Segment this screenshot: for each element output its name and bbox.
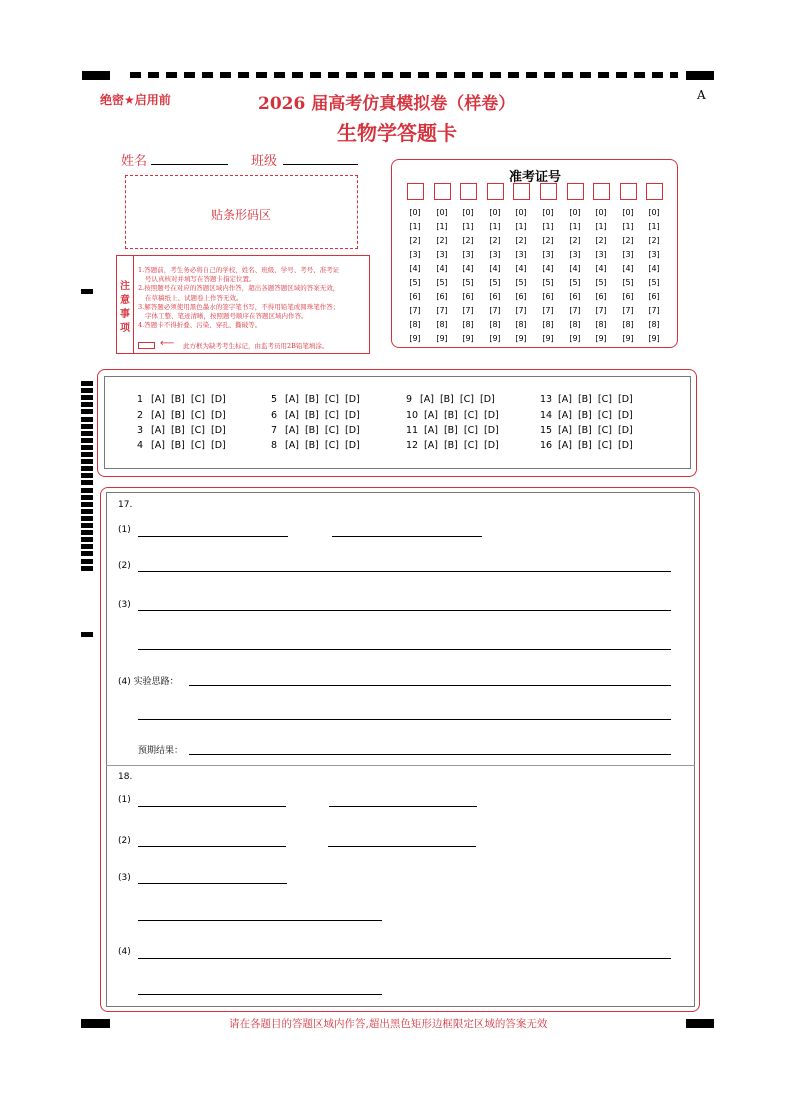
mc-options[interactable]: [A] [B] [C] [D] [151, 410, 226, 421]
side-mark [81, 452, 93, 457]
admission-digit-bubble[interactable]: [9] [622, 334, 634, 343]
admission-digit-bubble[interactable]: [8] [622, 320, 634, 329]
side-mark [81, 566, 93, 571]
admission-digit-column [433, 206, 451, 346]
admission-digit-bubble[interactable]: [6] [515, 292, 527, 301]
mc-question-number: 1 [137, 394, 144, 405]
admission-digit-bubble[interactable]: [1] [648, 222, 660, 231]
admission-digit-bubble[interactable]: [0] [489, 208, 501, 217]
mc-options[interactable]: [A] [B] [C] [D] [424, 410, 499, 421]
admission-digit-bubble[interactable]: [4] [569, 264, 581, 273]
side-mark [81, 409, 93, 414]
q18-part-4-label: (4) [118, 947, 131, 957]
admission-digit-bubble[interactable]: [7] [622, 306, 634, 315]
side-mark [81, 445, 93, 450]
admission-digit-bubble[interactable]: [4] [542, 264, 554, 273]
mc-question-number: 16 [540, 440, 553, 451]
q18-part-2-answer-b[interactable] [328, 846, 476, 847]
mc-question-number: 10 [406, 410, 419, 421]
mc-question-row [137, 394, 226, 405]
q18-part-2-label: (2) [118, 836, 131, 846]
q18-part-4-answer-2[interactable] [138, 994, 382, 995]
side-mark [81, 480, 93, 485]
arrow-left-icon: ⟵ [160, 338, 175, 349]
admission-digit-bubble[interactable]: [1] [436, 222, 448, 231]
q18-part-1-answer-b[interactable] [329, 806, 477, 807]
admission-digit-bubble[interactable]: [5] [648, 278, 660, 287]
admission-digit-bubble[interactable]: [4] [648, 264, 660, 273]
side-mark [81, 488, 93, 493]
admission-digit-box[interactable] [407, 183, 424, 200]
q17-part-4-label: (4) 实验思路： [118, 677, 179, 687]
admission-digit-bubble[interactable]: [8] [648, 320, 660, 329]
notes-heading-char: 意 [120, 295, 130, 306]
notes-line: 4.答题卡不得折叠、污染、穿孔、撕破等。 [138, 321, 262, 330]
admission-digit-bubble[interactable]: [8] [462, 320, 474, 329]
admission-digit-bubble[interactable]: [3] [409, 250, 421, 259]
admission-digit-bubble[interactable]: [6] [489, 292, 501, 301]
admission-digit-bubble[interactable]: [9] [436, 334, 448, 343]
admission-digit-bubble[interactable]: [0] [542, 208, 554, 217]
mc-options[interactable]: [A] [B] [C] [D] [285, 394, 360, 405]
mc-question-row [540, 440, 633, 451]
side-mark [81, 417, 93, 422]
admission-digit-column [619, 206, 637, 346]
admission-digit-bubble[interactable]: [3] [569, 250, 581, 259]
corner-mark-bottom-right [686, 1019, 714, 1028]
side-mark [81, 551, 93, 556]
admission-digit-bubble[interactable]: [9] [515, 334, 527, 343]
notes-line: 号认真核对并填写在答题卡指定位置。 [145, 275, 256, 284]
mc-options[interactable]: [A] [B] [C] [D] [558, 394, 633, 405]
admission-digit-bubble[interactable]: [4] [515, 264, 527, 273]
version-letter: A [697, 88, 706, 102]
mc-options[interactable]: [A] [B] [C] [D] [424, 440, 499, 451]
q17-experiment-idea-answer-2[interactable] [138, 719, 671, 720]
q17-part-1-answer-b[interactable] [332, 536, 482, 537]
admission-digit-bubble[interactable]: [4] [595, 264, 607, 273]
mc-question-number: 12 [406, 440, 419, 451]
admission-digit-bubble[interactable]: [0] [622, 208, 634, 217]
mc-options[interactable]: [A] [B] [C] [D] [151, 394, 226, 405]
admission-digit-bubble[interactable]: [0] [462, 208, 474, 217]
q18-part-4-answer[interactable] [138, 958, 671, 959]
notes-text [138, 266, 368, 330]
notes-line: 3.解答题必须使用黑色墨水的签字笔书写，不得用铅笔或圆珠笔作答； [138, 302, 340, 311]
mc-question-number: 7 [271, 425, 278, 436]
admission-digit-bubble[interactable]: [8] [436, 320, 448, 329]
side-mark [81, 424, 93, 429]
admission-digit-bubble[interactable]: [0] [569, 208, 581, 217]
notes-heading-char: 项 [120, 323, 130, 334]
notes-line: 1.答题前，考生务必将自己的学校、姓名、班级、学号、考号、准考证 [138, 266, 340, 274]
mc-question-number: 3 [137, 425, 144, 436]
admission-digit-bubble[interactable]: [3] [595, 250, 607, 259]
mc-question-number: 2 [137, 410, 144, 421]
corner-mark-top-left [82, 71, 110, 80]
admission-digit-column [486, 206, 504, 346]
admission-digit-bubble[interactable]: [6] [622, 292, 634, 301]
answer-inner-box [106, 492, 695, 1007]
mc-question-row [540, 425, 633, 436]
mc-options[interactable]: [A] [B] [C] [D] [420, 394, 495, 405]
q17-part-1-label: (1) [118, 525, 131, 535]
admission-digit-bubble[interactable]: [5] [462, 278, 474, 287]
mc-options[interactable]: [A] [B] [C] [D] [151, 440, 226, 451]
admission-digit-bubble[interactable]: [0] [595, 208, 607, 217]
admission-digit-bubble[interactable]: [4] [622, 264, 634, 273]
admission-digit-box[interactable] [567, 183, 584, 200]
admission-digit-box[interactable] [540, 183, 557, 200]
admission-digit-bubble[interactable]: [3] [489, 250, 501, 259]
class-label: 班级 [251, 154, 278, 169]
admission-digit-bubble[interactable]: [9] [595, 334, 607, 343]
q17-number: 17. [118, 500, 133, 510]
admission-digit-bubble[interactable]: [8] [569, 320, 581, 329]
admission-digit-bubble[interactable]: [6] [436, 292, 448, 301]
section-divider [106, 765, 695, 766]
side-mark [81, 632, 93, 637]
admission-digit-bubble[interactable]: [7] [489, 306, 501, 315]
q17-part-2-label: (2) [118, 561, 131, 571]
side-mark [81, 402, 93, 407]
admission-digit-box[interactable] [646, 183, 663, 200]
q17-experiment-idea-answer[interactable] [189, 685, 671, 686]
mc-question-row [406, 425, 499, 436]
admission-digit-box[interactable] [620, 183, 637, 200]
admission-digit-bubble[interactable]: [8] [489, 320, 501, 329]
admission-digit-bubble[interactable]: [3] [436, 250, 448, 259]
admission-digit-bubble[interactable]: [9] [462, 334, 474, 343]
admission-digit-bubble[interactable]: [7] [595, 306, 607, 315]
admission-digit-bubble[interactable]: [2] [569, 236, 581, 245]
admission-digit-bubble[interactable]: [5] [515, 278, 527, 287]
admission-digit-bubble[interactable]: [0] [409, 208, 421, 217]
side-mark [81, 381, 93, 386]
mc-options[interactable]: [A] [B] [C] [D] [151, 425, 226, 436]
mc-question-number: 13 [540, 394, 553, 405]
admission-digit-bubble[interactable]: [1] [595, 222, 607, 231]
admission-digit-bubble[interactable]: [1] [515, 222, 527, 231]
admission-title: 准考证号 [509, 170, 562, 185]
mc-options[interactable]: [A] [B] [C] [D] [285, 425, 360, 436]
admission-digit-bubble[interactable]: [5] [622, 278, 634, 287]
admission-digit-bubble[interactable]: [2] [595, 236, 607, 245]
admission-digit-box[interactable] [513, 183, 530, 200]
q17-part-3-answer[interactable] [138, 610, 671, 611]
side-mark [81, 438, 93, 443]
mc-question-number: 4 [137, 440, 144, 451]
notes-line: 字体工整、笔迹清晰，按照题号顺序在答题区域内作答。 [145, 312, 308, 321]
q18-part-1-label: (1) [118, 795, 131, 805]
admission-digit-bubble[interactable]: [2] [462, 236, 474, 245]
notes-line: 2.按照题号在对应的答题区域内作答，超出各题答题区域的答案无效， [138, 284, 340, 293]
q17-expected-result-label: 预期结果： [138, 746, 184, 756]
q18-part-3-answer-2[interactable] [138, 920, 382, 921]
mc-question-row [406, 394, 495, 405]
q18-part-3-answer[interactable] [138, 883, 287, 884]
side-mark [81, 559, 93, 564]
admission-digit-box[interactable] [593, 183, 610, 200]
mc-question-row [271, 394, 360, 405]
side-mark [81, 530, 93, 535]
side-mark [81, 495, 93, 500]
side-mark [81, 395, 93, 400]
admission-digit-bubble[interactable]: [6] [569, 292, 581, 301]
admission-digit-bubble[interactable]: [5] [595, 278, 607, 287]
mc-question-row [406, 410, 499, 421]
mc-question-row [271, 425, 360, 436]
admission-digit-bubble[interactable]: [6] [595, 292, 607, 301]
q17-part-1-answer-a[interactable] [138, 536, 288, 537]
notes-heading [118, 280, 132, 336]
mc-options[interactable]: [A] [B] [C] [D] [558, 425, 633, 436]
name-field[interactable] [151, 164, 228, 165]
admission-digit-bubble[interactable]: [6] [409, 292, 421, 301]
q18-part-2-answer-a[interactable] [138, 846, 286, 847]
admission-digit-bubble[interactable]: [0] [648, 208, 660, 217]
sheet-title: 生物学答题卡 [337, 121, 457, 145]
admission-digit-bubble[interactable]: [7] [515, 306, 527, 315]
mc-inner-box [104, 376, 691, 469]
admission-digit-bubble[interactable]: [7] [569, 306, 581, 315]
mc-question-number: 6 [271, 410, 278, 421]
admission-digit-bubble[interactable]: [9] [542, 334, 554, 343]
mc-options[interactable]: [A] [B] [C] [D] [424, 425, 499, 436]
mc-question-row [271, 440, 360, 451]
q17-part-2-answer[interactable] [138, 571, 671, 572]
admission-digit-bubble[interactable]: [1] [462, 222, 474, 231]
admission-digit-bubble[interactable]: [3] [648, 250, 660, 259]
absent-mark-box[interactable] [138, 342, 155, 349]
admission-digit-bubble[interactable]: [1] [622, 222, 634, 231]
mc-question-row [540, 410, 633, 421]
admission-digit-bubble[interactable]: [2] [542, 236, 554, 245]
admission-digit-bubble[interactable]: [4] [436, 264, 448, 273]
mc-question-number: 11 [406, 425, 419, 436]
admission-digit-column [512, 206, 530, 346]
admission-digit-bubble[interactable]: [6] [648, 292, 660, 301]
q17-part-3-label: (3) [118, 600, 131, 610]
admission-digit-bubble[interactable]: [2] [489, 236, 501, 245]
admission-digit-bubble[interactable]: [7] [648, 306, 660, 315]
side-mark [81, 537, 93, 542]
mc-question-row [406, 440, 499, 451]
admission-digit-bubble[interactable]: [1] [542, 222, 554, 231]
admission-digit-bubble[interactable]: [8] [542, 320, 554, 329]
side-mark [81, 473, 93, 478]
admission-digit-bubble[interactable]: [3] [622, 250, 634, 259]
mc-question-row [271, 410, 360, 421]
admission-digit-bubble[interactable]: [9] [489, 334, 501, 343]
admission-digit-bubble[interactable]: [2] [622, 236, 634, 245]
admission-digit-bubble[interactable]: [1] [409, 222, 421, 231]
q18-number: 18. [118, 772, 133, 782]
notes-heading-char: 事 [120, 309, 130, 320]
admission-digit-bubble[interactable]: [2] [648, 236, 660, 245]
mc-options[interactable]: [A] [B] [C] [D] [558, 440, 633, 451]
q17-expected-result-answer[interactable] [189, 754, 671, 755]
side-mark [81, 431, 93, 436]
q17-part-3-answer-2[interactable] [138, 649, 671, 650]
admission-digit-bubble[interactable]: [7] [436, 306, 448, 315]
admission-digit-bubble[interactable]: [3] [462, 250, 474, 259]
admission-digit-bubble[interactable]: [4] [462, 264, 474, 273]
admission-digit-column [406, 206, 424, 346]
admission-digit-column [566, 206, 584, 346]
footer-warning: 请在各题目的答题区域内作答,超出黑色矩形边框限定区域的答案无效 [229, 1018, 548, 1030]
side-mark [81, 459, 93, 464]
mc-question-row [137, 440, 226, 451]
q18-part-1-answer-a[interactable] [138, 806, 286, 807]
confidential-label: 绝密★启用前 [100, 93, 171, 107]
admission-digit-bubble[interactable]: [5] [542, 278, 554, 287]
q18-part-3-label: (3) [118, 873, 131, 883]
admission-digit-column [645, 206, 663, 346]
admission-digit-bubble[interactable]: [0] [515, 208, 527, 217]
admission-digit-bubble[interactable]: [2] [515, 236, 527, 245]
admission-digit-bubble[interactable]: [7] [409, 306, 421, 315]
admission-digit-column [459, 206, 477, 346]
admission-digit-bubble[interactable]: [5] [436, 278, 448, 287]
admission-digit-bubble[interactable]: [9] [569, 334, 581, 343]
name-label: 姓名 [121, 154, 148, 169]
mc-question-row [137, 410, 226, 421]
mc-question-row [540, 394, 633, 405]
admission-digit-column [539, 206, 557, 346]
admission-digit-box[interactable] [487, 183, 504, 200]
mc-question-number: 8 [271, 440, 278, 451]
notes-divider [133, 256, 134, 353]
notes-heading-char: 注 [120, 281, 130, 292]
side-mark [81, 466, 93, 471]
admission-digit-bubble[interactable]: [8] [409, 320, 421, 329]
admission-digit-box[interactable] [460, 183, 477, 200]
admission-digit-bubble[interactable]: [5] [409, 278, 421, 287]
mc-options[interactable]: [A] [B] [C] [D] [285, 410, 360, 421]
admission-digit-bubble[interactable]: [4] [409, 264, 421, 273]
mc-question-number: 14 [540, 410, 553, 421]
mc-question-row [137, 425, 226, 436]
admission-digit-bubble[interactable]: [9] [409, 334, 421, 343]
side-mark [81, 388, 93, 393]
admission-digit-box[interactable] [434, 183, 451, 200]
side-mark [81, 509, 93, 514]
barcode-label: 贴条形码区 [211, 208, 272, 222]
admission-digit-bubble[interactable]: [8] [515, 320, 527, 329]
admission-digit-bubble[interactable]: [7] [542, 306, 554, 315]
mc-question-number: 5 [271, 394, 278, 405]
admission-digit-bubble[interactable]: [1] [569, 222, 581, 231]
class-field[interactable] [283, 164, 358, 165]
absent-mark-label: 此方框为缺考考生标记，由监考员用2B铅笔填涂。 [183, 342, 329, 350]
admission-digit-bubble[interactable]: [6] [542, 292, 554, 301]
side-mark [81, 502, 93, 507]
admission-digit-bubble[interactable]: [8] [595, 320, 607, 329]
side-mark [81, 516, 93, 521]
admission-digit-bubble[interactable]: [4] [489, 264, 501, 273]
admission-digit-bubble[interactable]: [2] [409, 236, 421, 245]
notes-line: 在草稿纸上、试题卷上作答无效。 [145, 293, 243, 302]
admission-digit-bubble[interactable]: [1] [489, 222, 501, 231]
mc-question-number: 9 [406, 394, 413, 405]
admission-digit-bubble[interactable]: [6] [462, 292, 474, 301]
admission-digit-bubble[interactable]: [3] [515, 250, 527, 259]
admission-digit-bubble[interactable]: [9] [648, 334, 660, 343]
side-mark [81, 544, 93, 549]
mc-options[interactable]: [A] [B] [C] [D] [285, 440, 360, 451]
side-mark [81, 523, 93, 528]
admission-digit-bubble[interactable]: [5] [489, 278, 501, 287]
corner-mark-bottom-left [81, 1019, 110, 1028]
mc-options[interactable]: [A] [B] [C] [D] [558, 410, 633, 421]
admission-digit-bubble[interactable]: [7] [462, 306, 474, 315]
timing-marks-top [130, 72, 678, 78]
side-mark [81, 289, 93, 294]
admission-digit-column [592, 206, 610, 346]
admission-digit-bubble[interactable]: [5] [569, 278, 581, 287]
admission-digit-bubble[interactable]: [0] [436, 208, 448, 217]
admission-digit-bubble[interactable]: [2] [436, 236, 448, 245]
corner-mark-top-right [686, 71, 714, 80]
exam-title: 2026 届高考仿真模拟卷（样卷） [258, 94, 516, 114]
admission-digit-bubble[interactable]: [3] [542, 250, 554, 259]
mc-question-number: 15 [540, 425, 553, 436]
